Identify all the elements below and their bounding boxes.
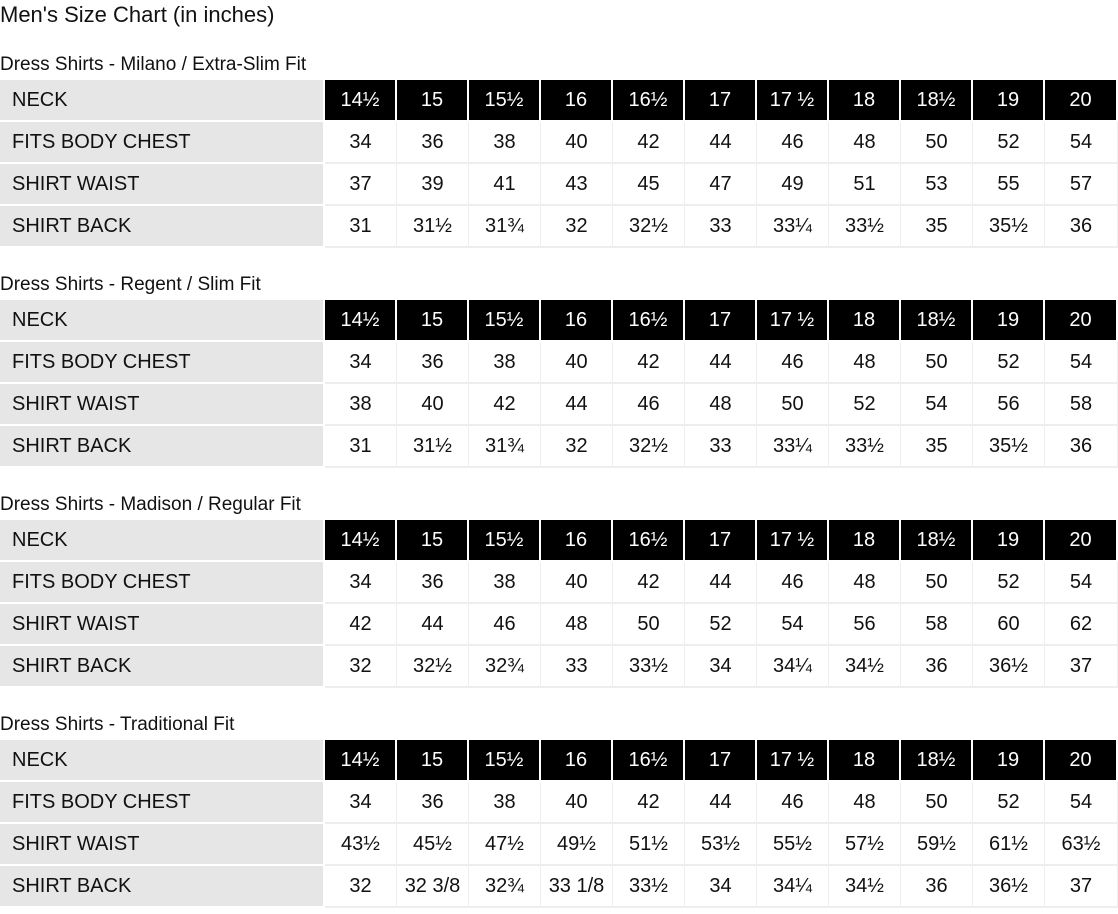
- measurement-cell: 56: [973, 384, 1045, 426]
- neck-size-cell: 14½: [325, 520, 397, 562]
- measurement-cell: 34: [325, 122, 397, 164]
- neck-size-cell: 15½: [469, 520, 541, 562]
- row-label: FITS BODY CHEST: [0, 562, 325, 604]
- measurement-cell: 32½: [613, 206, 685, 248]
- table-row: [0, 384, 1118, 426]
- neck-size-cell: 16½: [613, 740, 685, 782]
- neck-size-cell: 16½: [613, 520, 685, 562]
- measurement-cell: 53: [901, 164, 973, 206]
- measurement-cell: 50: [613, 604, 685, 646]
- row-label: FITS BODY CHEST: [0, 122, 325, 164]
- size-section-traditional: [0, 710, 1118, 908]
- neck-size-cell: 17: [685, 740, 757, 782]
- row-label: NECK: [0, 80, 325, 122]
- measurement-cell: 32½: [397, 646, 469, 688]
- row-label: FITS BODY CHEST: [0, 342, 325, 384]
- measurement-cell: 33½: [613, 866, 685, 908]
- table-row: [0, 824, 1118, 866]
- measurement-cell: 46: [613, 384, 685, 426]
- neck-size-cell: 15½: [469, 740, 541, 782]
- table-row: [0, 520, 1118, 562]
- neck-size-cell: 18½: [901, 740, 973, 782]
- neck-size-cell: 17: [685, 300, 757, 342]
- measurement-cell: 51: [829, 164, 901, 206]
- row-label: FITS BODY CHEST: [0, 782, 325, 824]
- measurement-cell: 33½: [613, 646, 685, 688]
- table-row: [0, 782, 1118, 824]
- measurement-cell: 49½: [541, 824, 613, 866]
- measurement-cell: 36½: [973, 866, 1045, 908]
- measurement-cell: 32¾: [469, 866, 541, 908]
- measurement-cell: 44: [541, 384, 613, 426]
- measurement-cell: 56: [829, 604, 901, 646]
- table-row: [0, 164, 1118, 206]
- measurement-cell: 31½: [397, 426, 469, 468]
- measurement-cell: 33¼: [757, 206, 829, 248]
- measurement-cell: 42: [613, 342, 685, 384]
- measurement-cell: 33: [541, 646, 613, 688]
- measurement-cell: 36: [901, 866, 973, 908]
- row-label: SHIRT BACK: [0, 206, 325, 248]
- size-table: [0, 740, 1118, 908]
- measurement-cell: 50: [901, 562, 973, 604]
- measurement-cell: 52: [973, 562, 1045, 604]
- section-title: Dress Shirts - Madison / Regular Fit: [0, 494, 301, 515]
- neck-size-cell: 18: [829, 80, 901, 122]
- measurement-cell: 50: [757, 384, 829, 426]
- measurement-cell: 52: [973, 122, 1045, 164]
- measurement-cell: 46: [757, 562, 829, 604]
- neck-size-cell: 15: [397, 80, 469, 122]
- neck-size-cell: 17 ½: [757, 740, 829, 782]
- neck-size-cell: 15: [397, 520, 469, 562]
- measurement-cell: 48: [685, 384, 757, 426]
- measurement-cell: 54: [1045, 122, 1118, 164]
- measurement-cell: 37: [1045, 646, 1118, 688]
- measurement-cell: 54: [757, 604, 829, 646]
- neck-size-cell: 17 ½: [757, 80, 829, 122]
- measurement-cell: 43: [541, 164, 613, 206]
- neck-size-cell: 19: [973, 520, 1045, 562]
- measurement-cell: 42: [469, 384, 541, 426]
- measurement-cell: 55: [973, 164, 1045, 206]
- row-label: NECK: [0, 300, 325, 342]
- measurement-cell: 58: [1045, 384, 1118, 426]
- measurement-cell: 38: [469, 782, 541, 824]
- measurement-cell: 46: [757, 782, 829, 824]
- table-row: [0, 342, 1118, 384]
- neck-size-cell: 15½: [469, 80, 541, 122]
- table-row: [0, 646, 1118, 688]
- measurement-cell: 63½: [1045, 824, 1118, 866]
- table-row: [0, 122, 1118, 164]
- table-row: [0, 604, 1118, 646]
- row-label: SHIRT WAIST: [0, 384, 325, 426]
- measurement-cell: 41: [469, 164, 541, 206]
- measurement-cell: 46: [469, 604, 541, 646]
- measurement-cell: 53½: [685, 824, 757, 866]
- measurement-cell: 51½: [613, 824, 685, 866]
- neck-size-cell: 17 ½: [757, 300, 829, 342]
- measurement-cell: 47: [685, 164, 757, 206]
- neck-size-cell: 14½: [325, 740, 397, 782]
- measurement-cell: 31¾: [469, 426, 541, 468]
- measurement-cell: 34: [685, 866, 757, 908]
- measurement-cell: 59½: [901, 824, 973, 866]
- neck-size-cell: 17 ½: [757, 520, 829, 562]
- neck-size-cell: 16½: [613, 80, 685, 122]
- measurement-cell: 35½: [973, 206, 1045, 248]
- measurement-cell: 48: [829, 782, 901, 824]
- neck-size-cell: 20: [1045, 520, 1118, 562]
- measurement-cell: 44: [685, 562, 757, 604]
- measurement-cell: 37: [325, 164, 397, 206]
- measurement-cell: 44: [685, 782, 757, 824]
- measurement-cell: 44: [685, 122, 757, 164]
- measurement-cell: 40: [541, 562, 613, 604]
- measurement-cell: 60: [973, 604, 1045, 646]
- measurement-cell: 39: [397, 164, 469, 206]
- measurement-cell: 57: [1045, 164, 1118, 206]
- measurement-cell: 50: [901, 122, 973, 164]
- size-section-regent: [0, 270, 1118, 468]
- measurement-cell: 43½: [325, 824, 397, 866]
- measurement-cell: 33½: [829, 426, 901, 468]
- neck-size-cell: 20: [1045, 80, 1118, 122]
- neck-size-cell: 19: [973, 300, 1045, 342]
- neck-size-cell: 20: [1045, 740, 1118, 782]
- neck-size-cell: 17: [685, 80, 757, 122]
- measurement-cell: 45½: [397, 824, 469, 866]
- measurement-cell: 31: [325, 426, 397, 468]
- measurement-cell: 49: [757, 164, 829, 206]
- measurement-cell: 44: [685, 342, 757, 384]
- measurement-cell: 36: [901, 646, 973, 688]
- measurement-cell: 35: [901, 426, 973, 468]
- measurement-cell: 48: [829, 562, 901, 604]
- measurement-cell: 34½: [829, 646, 901, 688]
- neck-size-cell: 16: [541, 520, 613, 562]
- page-title: Men's Size Chart (in inches): [0, 2, 275, 27]
- measurement-cell: 33¼: [757, 426, 829, 468]
- row-label: NECK: [0, 520, 325, 562]
- neck-size-cell: 18: [829, 300, 901, 342]
- row-label: SHIRT WAIST: [0, 824, 325, 866]
- measurement-cell: 54: [901, 384, 973, 426]
- measurement-cell: 54: [1045, 562, 1118, 604]
- measurement-cell: 38: [469, 562, 541, 604]
- measurement-cell: 34¼: [757, 866, 829, 908]
- size-table: [0, 80, 1118, 248]
- measurement-cell: 32¾: [469, 646, 541, 688]
- measurement-cell: 36: [1045, 206, 1118, 248]
- neck-size-cell: 18½: [901, 80, 973, 122]
- measurement-cell: 32: [541, 206, 613, 248]
- measurement-cell: 54: [1045, 782, 1118, 824]
- measurement-cell: 44: [397, 604, 469, 646]
- measurement-cell: 62: [1045, 604, 1118, 646]
- table-row: [0, 206, 1118, 248]
- neck-size-cell: 16½: [613, 300, 685, 342]
- measurement-cell: 58: [901, 604, 973, 646]
- measurement-cell: 42: [613, 122, 685, 164]
- measurement-cell: 40: [541, 122, 613, 164]
- measurement-cell: 34: [325, 342, 397, 384]
- neck-size-cell: 18: [829, 520, 901, 562]
- measurement-cell: 38: [469, 342, 541, 384]
- measurement-cell: 34: [325, 562, 397, 604]
- measurement-cell: 33: [685, 206, 757, 248]
- neck-size-cell: 19: [973, 740, 1045, 782]
- table-row: [0, 866, 1118, 908]
- measurement-cell: 55½: [757, 824, 829, 866]
- measurement-cell: 42: [325, 604, 397, 646]
- table-row: [0, 740, 1118, 782]
- row-label: NECK: [0, 740, 325, 782]
- measurement-cell: 47½: [469, 824, 541, 866]
- table-row: [0, 426, 1118, 468]
- measurement-cell: 52: [973, 342, 1045, 384]
- measurement-cell: 35: [901, 206, 973, 248]
- measurement-cell: 52: [829, 384, 901, 426]
- measurement-cell: 31¾: [469, 206, 541, 248]
- measurement-cell: 32: [325, 866, 397, 908]
- row-label: SHIRT BACK: [0, 866, 325, 908]
- measurement-cell: 36: [397, 562, 469, 604]
- measurement-cell: 32½: [613, 426, 685, 468]
- measurement-cell: 42: [613, 562, 685, 604]
- neck-size-cell: 16: [541, 300, 613, 342]
- section-title: Dress Shirts - Milano / Extra-Slim Fit: [0, 54, 307, 75]
- measurement-cell: 32: [325, 646, 397, 688]
- row-label: SHIRT BACK: [0, 646, 325, 688]
- measurement-cell: 38: [469, 122, 541, 164]
- measurement-cell: 32 3/8: [397, 866, 469, 908]
- measurement-cell: 46: [757, 342, 829, 384]
- measurement-cell: 36: [397, 342, 469, 384]
- neck-size-cell: 14½: [325, 300, 397, 342]
- measurement-cell: 48: [829, 122, 901, 164]
- measurement-cell: 40: [541, 342, 613, 384]
- measurement-cell: 61½: [973, 824, 1045, 866]
- measurement-cell: 33: [685, 426, 757, 468]
- row-label: SHIRT WAIST: [0, 164, 325, 206]
- neck-size-cell: 20: [1045, 300, 1118, 342]
- measurement-cell: 38: [325, 384, 397, 426]
- measurement-cell: 34¼: [757, 646, 829, 688]
- measurement-cell: 46: [757, 122, 829, 164]
- measurement-cell: 50: [901, 782, 973, 824]
- row-label: SHIRT WAIST: [0, 604, 325, 646]
- measurement-cell: 52: [685, 604, 757, 646]
- measurement-cell: 42: [613, 782, 685, 824]
- measurement-cell: 40: [397, 384, 469, 426]
- measurement-cell: 36: [397, 782, 469, 824]
- measurement-cell: 34: [325, 782, 397, 824]
- neck-size-cell: 18½: [901, 520, 973, 562]
- measurement-cell: 52: [973, 782, 1045, 824]
- size-section-madison: [0, 490, 1118, 688]
- measurement-cell: 36: [1045, 426, 1118, 468]
- size-table: [0, 300, 1118, 468]
- measurement-cell: 34: [685, 646, 757, 688]
- size-table: [0, 520, 1118, 688]
- neck-size-cell: 15: [397, 740, 469, 782]
- measurement-cell: 54: [1045, 342, 1118, 384]
- measurement-cell: 35½: [973, 426, 1045, 468]
- row-label: SHIRT BACK: [0, 426, 325, 468]
- measurement-cell: 31½: [397, 206, 469, 248]
- neck-size-cell: 18½: [901, 300, 973, 342]
- neck-size-cell: 16: [541, 740, 613, 782]
- size-section-milano: [0, 50, 1118, 248]
- measurement-cell: 50: [901, 342, 973, 384]
- measurement-cell: 36½: [973, 646, 1045, 688]
- neck-size-cell: 15½: [469, 300, 541, 342]
- measurement-cell: 36: [397, 122, 469, 164]
- neck-size-cell: 18: [829, 740, 901, 782]
- table-row: [0, 300, 1118, 342]
- measurement-cell: 32: [541, 426, 613, 468]
- measurement-cell: 37: [1045, 866, 1118, 908]
- table-row: [0, 80, 1118, 122]
- neck-size-cell: 17: [685, 520, 757, 562]
- measurement-cell: 33 1/8: [541, 866, 613, 908]
- table-row: [0, 562, 1118, 604]
- measurement-cell: 34½: [829, 866, 901, 908]
- measurement-cell: 45: [613, 164, 685, 206]
- measurement-cell: 33½: [829, 206, 901, 248]
- measurement-cell: 48: [541, 604, 613, 646]
- measurement-cell: 48: [829, 342, 901, 384]
- section-title: Dress Shirts - Regent / Slim Fit: [0, 274, 261, 295]
- measurement-cell: 31: [325, 206, 397, 248]
- section-title: Dress Shirts - Traditional Fit: [0, 714, 235, 735]
- neck-size-cell: 19: [973, 80, 1045, 122]
- neck-size-cell: 14½: [325, 80, 397, 122]
- neck-size-cell: 15: [397, 300, 469, 342]
- measurement-cell: 40: [541, 782, 613, 824]
- neck-size-cell: 16: [541, 80, 613, 122]
- measurement-cell: 57½: [829, 824, 901, 866]
